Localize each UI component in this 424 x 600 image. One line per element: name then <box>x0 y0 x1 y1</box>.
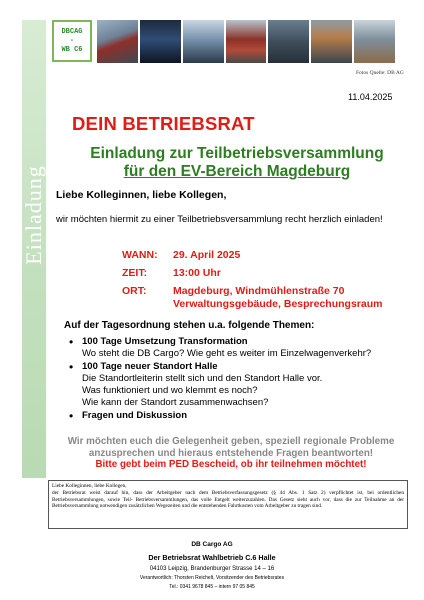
closing-text: Wir möchten euch die Gelegenheit geben, speziell regionale Probleme anzusprechen und hieraus entstehende Fragen beantworten! <box>67 436 395 459</box>
intro-text: wir möchten hiermit zu einer Teilbetriebsversammlung recht herzlich einladen! <box>56 214 383 225</box>
agenda-item-title: • 100 Tage Umsetzung Transformation <box>82 336 248 347</box>
header-photo <box>140 20 181 63</box>
closing-call-to-action: Bitte gebt beim PED Bescheid, ob ihr teilnehmen möchtet! <box>95 459 367 470</box>
header-photo-strip <box>97 20 395 63</box>
sidebar-label: Einladung <box>21 165 46 265</box>
header-photo <box>268 20 309 63</box>
header-photo <box>226 20 267 63</box>
agenda-item <box>68 361 408 409</box>
footer-phone: Tel.: 0341 9678 845 – intern 97 05 845 <box>169 584 255 590</box>
agenda-item-detail: Die Standortleiterin stellt sich und den Standort Halle vor. Was funktioniert und wo klemmt es noch? Wie kann der Standort zusammenwachsen? <box>82 373 323 408</box>
time-value: 13:00 Uhr <box>173 267 221 279</box>
agenda-list <box>68 336 408 423</box>
agenda-item-title: • 100 Tage neuer Standort Halle <box>82 361 218 372</box>
greeting: Liebe Kolleginnen, liebe Kollegen, <box>56 189 227 201</box>
footer-org: DB Cargo AG <box>191 541 233 548</box>
photo-credit: Fotos Quelle: DB AG <box>356 70 404 76</box>
agenda-heading: Auf der Tagesordnung stehen u.a. folgende Themen: <box>64 320 315 331</box>
legal-text: der Betriebsrat weist darauf hin, dass der Arbeitgeber nach dem Betriebsverfassungsgesetz (§ 44 Abs. 1 Satz 2) verpflichtet ist, bei ordentlichen Betriebsversammlungen, sowie Teil- Betriebsversammlungen, das volle Entgelt weiterzuzahlen. Das Gesetz sieht auch vor, dass die zur Teilnahme an der Betriebsversammlung notwendigen zusätzlichen Wegezeiten und die entstehenden Fahrtkosten vom Arbeitgeber zu tragen sind. <box>52 489 404 510</box>
logo <box>52 20 92 62</box>
place-value-line-1: Magdeburg, Windmühlenstraße 70 <box>173 285 345 297</box>
time-label: ZEIT: <box>122 267 148 279</box>
footer-name: Der Betriebsrat Wahlbetrieb C.6 Halle <box>148 553 276 562</box>
agenda-item <box>68 336 408 360</box>
document-date: 11.04.2025 <box>348 92 393 102</box>
subtitle-line-1: Einladung zur Teilbetriebsversammlung <box>90 145 384 162</box>
header-photo <box>183 20 224 63</box>
legal-greeting: Liebe Kolleginnen, liebe Kollegen, <box>52 483 127 489</box>
footer-responsible: Verantwortlich: Thorsten Reichelt, Vorsitzender des Betriebsrates <box>139 575 285 581</box>
when-value: 29. April 2025 <box>173 249 241 261</box>
logo-line-3: WB C6 <box>61 45 83 54</box>
agenda-item-detail: Wo steht die DB Cargo? Wie geht es weiter im Einzelwagenverkehr? <box>82 348 372 359</box>
agenda-item <box>68 410 408 422</box>
headline: DEIN BETRIEBSRAT <box>72 113 255 134</box>
agenda-item-title: • Fragen und Diskussion <box>82 410 188 421</box>
place-label: ORT: <box>122 285 147 297</box>
footer-address: 04103 Leipzig, Brandenburger Strasse 14 – 16 <box>149 566 275 572</box>
subtitle-line-2: für den EV-Bereich Magdeburg <box>123 163 351 180</box>
header-photo <box>97 20 138 63</box>
logo-line-2: - <box>69 36 75 45</box>
header-photo <box>354 20 395 63</box>
logo-line-1: DBCAG <box>61 27 83 36</box>
when-label: WANN: <box>122 249 158 261</box>
legal-notice <box>48 480 408 529</box>
header-photo <box>311 20 352 63</box>
place-value-line-2: Verwaltungsgebäude, Besprechungsraum <box>173 298 383 310</box>
